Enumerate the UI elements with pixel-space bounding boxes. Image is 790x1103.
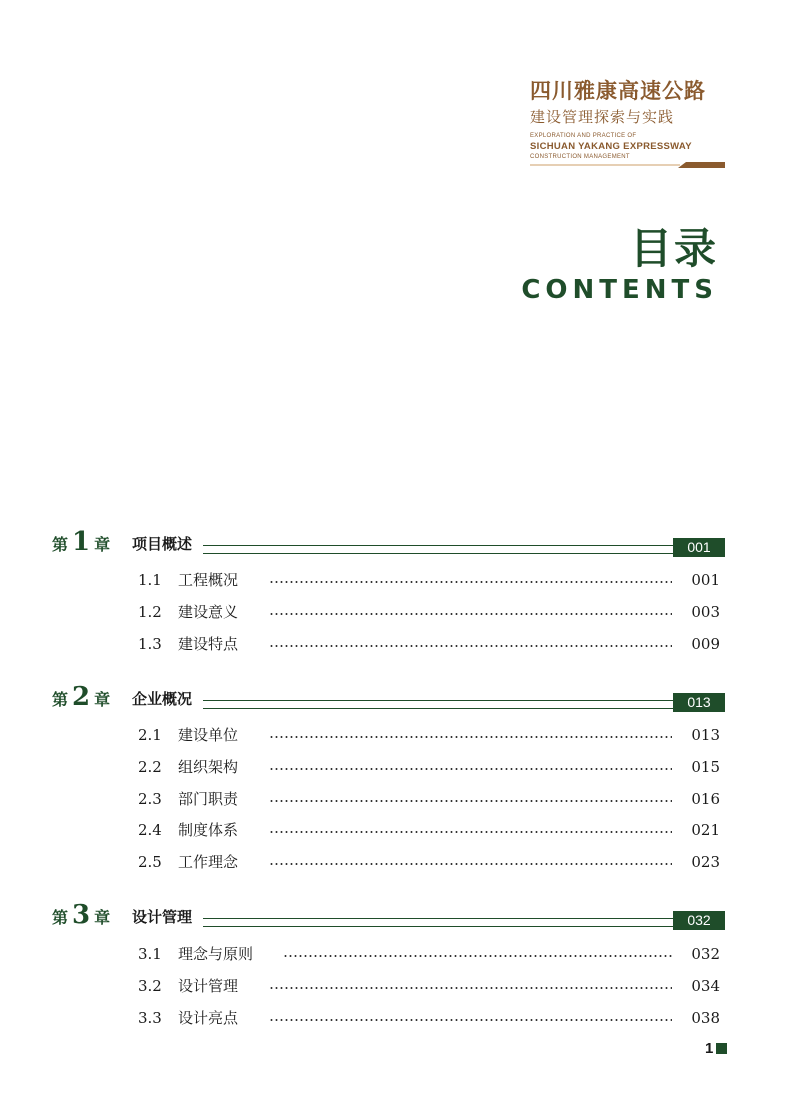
section-title: 设计管理: [178, 977, 239, 995]
series-header-text: [530, 78, 725, 160]
chapter-suffix: 章: [94, 535, 111, 554]
chapter-prefix: 第: [52, 690, 69, 709]
chapter-suffix: 章: [94, 690, 111, 709]
chapter-page-badge: 013: [673, 693, 725, 712]
section-title: 工作理念: [178, 853, 239, 871]
section-number: 2.1: [138, 726, 162, 744]
chapter-number: 2: [72, 682, 91, 712]
section-number: 3.2: [138, 977, 162, 995]
chapter-label: [52, 682, 111, 712]
section-page: 032: [691, 945, 720, 963]
section-page: 038: [691, 1009, 720, 1027]
chapter-prefix: 第: [52, 535, 69, 554]
chapter-label: [52, 900, 111, 930]
chapter-title: 项目概述: [132, 535, 193, 553]
toc-entry[interactable]: [138, 851, 720, 873]
section-number: 1.2: [138, 603, 162, 621]
section-title: 理念与原则: [178, 945, 254, 963]
section-page: 001: [691, 571, 720, 589]
toc-entry[interactable]: [138, 633, 720, 655]
dot-leader: [269, 800, 672, 802]
header-rule-dark: [678, 162, 725, 168]
toc-entry[interactable]: [138, 569, 720, 591]
dot-leader: [269, 768, 672, 770]
chapter-prefix: 第: [52, 908, 69, 927]
chapter-number: 1: [72, 527, 91, 557]
toc-entry[interactable]: [138, 601, 720, 623]
chapter-label: [52, 527, 111, 557]
series-english-line-2: SICHUAN YAKANG EXPRESSWAY: [530, 141, 692, 152]
section-title: 建设单位: [178, 726, 239, 744]
section-number: 2.5: [138, 853, 162, 871]
toc-entry[interactable]: [138, 788, 720, 810]
section-page: 034: [691, 977, 720, 995]
chapter-page-badge: 032: [673, 911, 725, 930]
section-number: 2.2: [138, 758, 162, 776]
section-page: 003: [691, 603, 720, 621]
chapter-rule: [203, 918, 673, 927]
page-number: 1: [705, 1040, 714, 1057]
section-page: 021: [691, 821, 720, 839]
section-number: 2.3: [138, 790, 162, 808]
series-english-line-1: EXPLORATION AND PRACTICE OF: [530, 133, 637, 139]
dot-leader: [269, 831, 672, 833]
section-number: 1.1: [138, 571, 162, 589]
toc-entry[interactable]: [138, 1007, 720, 1029]
dot-leader: [269, 863, 672, 865]
section-page: 015: [691, 758, 720, 776]
dot-leader: [269, 613, 672, 615]
dot-leader: [283, 955, 672, 957]
dot-leader: [269, 581, 672, 583]
section-page: 016: [691, 790, 720, 808]
section-number: 2.4: [138, 821, 162, 839]
toc-entry[interactable]: [138, 756, 720, 778]
chapter-page-badge: 001: [673, 538, 725, 557]
toc-entry[interactable]: [138, 975, 720, 997]
section-page: 009: [691, 635, 720, 653]
section-title: 设计亮点: [178, 1009, 239, 1027]
chapter-heading[interactable]: [52, 527, 725, 557]
series-title: 四川雅康高速公路: [530, 79, 706, 103]
chapter-title: 企业概况: [132, 690, 193, 708]
chapter-rule: [203, 545, 673, 554]
toc-title-english: CONTENTS: [521, 275, 718, 305]
chapter-heading[interactable]: [52, 682, 725, 712]
chapter-number: 3: [72, 900, 91, 930]
series-header-rule: [530, 162, 725, 168]
section-page: 023: [691, 853, 720, 871]
toc-entry[interactable]: [138, 819, 720, 841]
dot-leader: [269, 645, 672, 647]
page-marker-square-icon: [716, 1043, 727, 1054]
dot-leader: [269, 1019, 672, 1021]
section-title: 工程概况: [178, 571, 239, 589]
section-number: 3.3: [138, 1009, 162, 1027]
section-title: 制度体系: [178, 821, 239, 839]
chapter-rule: [203, 700, 673, 709]
toc-entry[interactable]: [138, 724, 720, 746]
section-number: 3.1: [138, 945, 162, 963]
section-title: 组织架构: [178, 758, 239, 776]
toc-title: 目录: [629, 224, 718, 273]
series-english-line-3: CONSTRUCTION MANAGEMENT: [530, 154, 630, 160]
toc-entry[interactable]: [138, 943, 720, 965]
dot-leader: [269, 736, 672, 738]
chapter-title: 设计管理: [132, 908, 193, 926]
series-subtitle: 建设管理探索与实践: [530, 108, 675, 126]
section-title: 建设特点: [178, 635, 239, 653]
section-title: 建设意义: [178, 603, 239, 621]
header-rule-light: [530, 164, 680, 166]
section-title: 部门职责: [178, 790, 239, 808]
section-page: 013: [691, 726, 720, 744]
chapter-heading[interactable]: [52, 900, 725, 930]
dot-leader: [269, 987, 672, 989]
chapter-suffix: 章: [94, 908, 111, 927]
section-number: 1.3: [138, 635, 162, 653]
